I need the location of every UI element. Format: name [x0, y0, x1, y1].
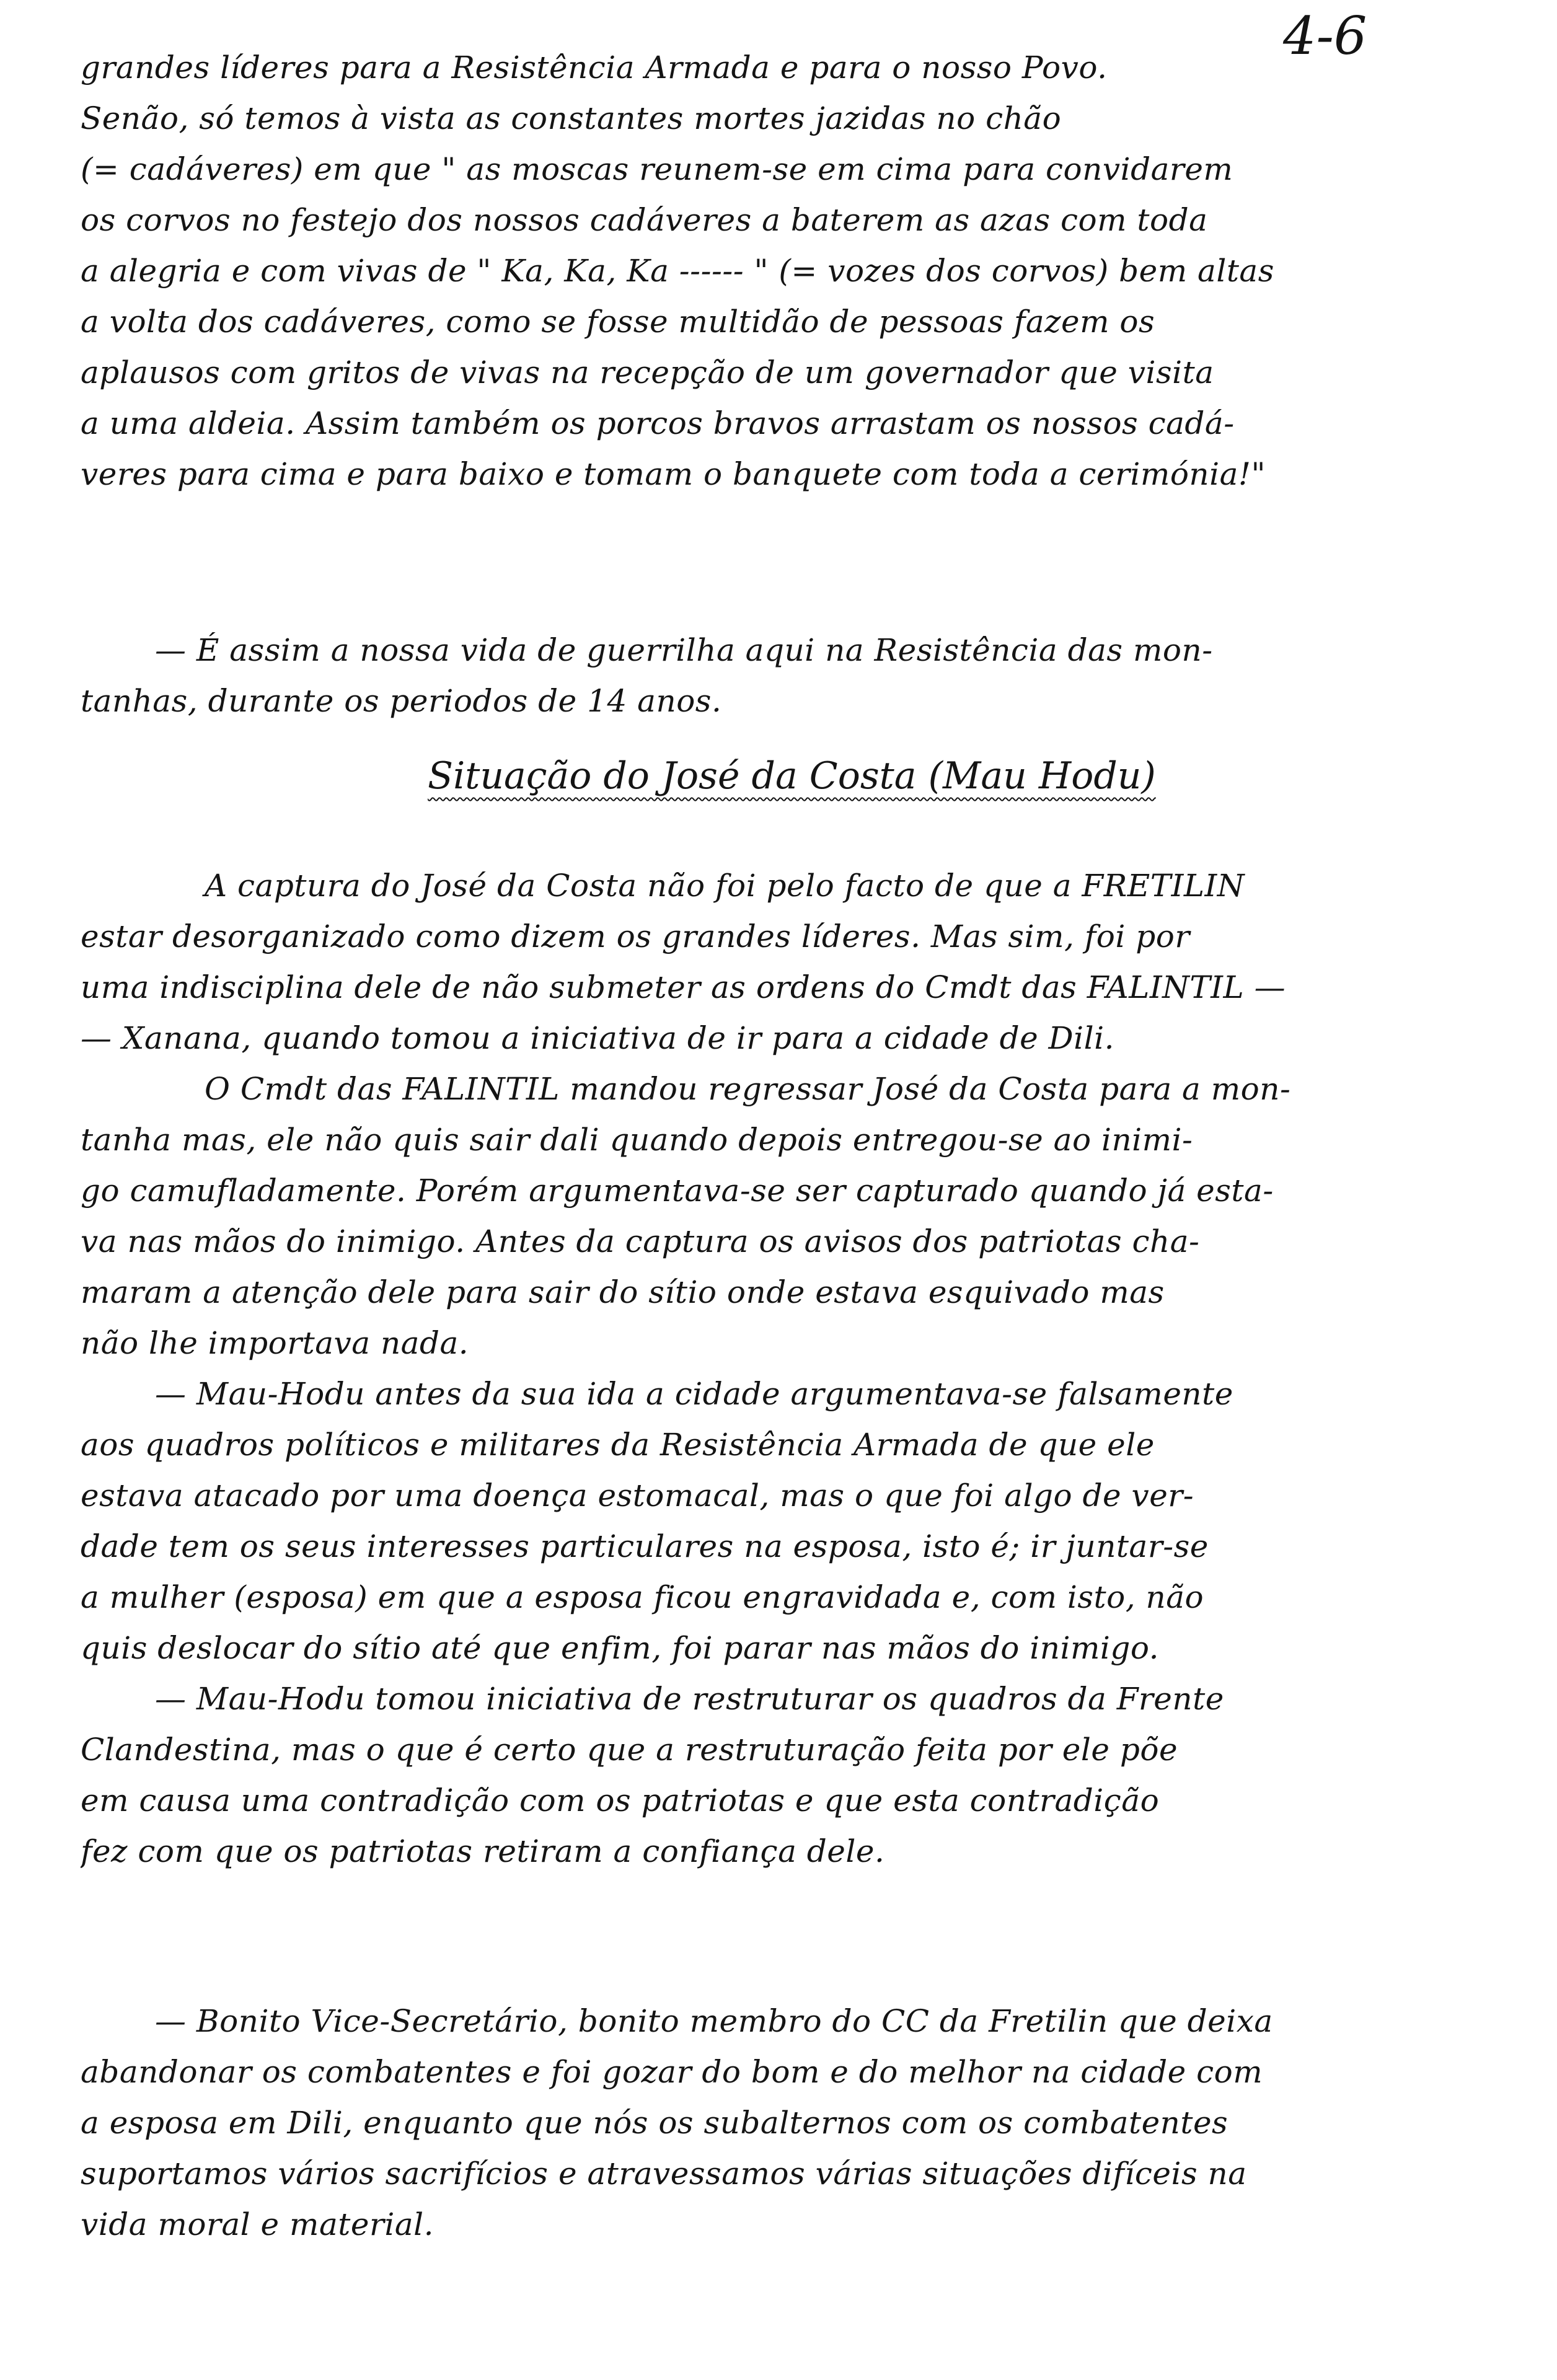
text-line: go camufladamente. Porém argumentava-se ser capturado quando já esta- — [81, 1173, 1274, 1209]
text-line: Clandestina, mas o que é certo que a restruturação feita por ele põe — [81, 1732, 1178, 1768]
text-line: grandes líderes para a Resistência Armada e para o nosso Povo. — [81, 50, 1108, 86]
text-line: a uma aldeia. Assim também os porcos bravos arrastam os nossos cadá- — [81, 405, 1235, 441]
text-line: a mulher (esposa) em que a esposa ficou engravidada e, com isto, não — [81, 1579, 1204, 1615]
text-line: uma indisciplina dele de não submeter as ordens do Cmdt das FALINTIL — — [81, 969, 1286, 1005]
text-line: a esposa em Dili, enquanto que nós os subalternos com os combatentes — [81, 2105, 1228, 2141]
text-line: suportamos vários sacrifícios e atravessamos várias situações difíceis na — [81, 2156, 1247, 2192]
text-line: — Bonito Vice-Secretário, bonito membro do CC da Fretilin que deixa — [155, 2003, 1273, 2039]
text-line: dade tem os seus interesses particulares na esposa, isto é; ir juntar-se — [81, 1528, 1209, 1564]
text-line: os corvos no festejo dos nossos cadáveres a baterem as azas com toda — [81, 202, 1208, 238]
text-line: — Mau-Hodu antes da sua ida a cidade argumentava-se falsamente — [155, 1376, 1233, 1412]
text-line: va nas mãos do inimigo. Antes da captura os avisos dos patriotas cha- — [81, 1223, 1200, 1259]
section-heading: Situação do José da Costa (Mau Hodu) — [428, 754, 1156, 798]
text-line: aos quadros políticos e militares da Resistência Armada de que ele — [81, 1427, 1155, 1463]
text-line: veres para cima e para baixo e tomam o banquete com toda a cerimónia!" — [81, 456, 1266, 492]
bonito-paragraph — [81, 1996, 1500, 2250]
text-line: tanha mas, ele não quis sair dali quando depois entregou-se ao inimi- — [81, 1122, 1193, 1158]
text-line: a alegria e com vivas de " Ka, Ka, Ka ------ " (= vozes dos corvos) bem altas — [81, 253, 1274, 289]
text-line: maram a atenção dele para sair do sítio onde estava esquivado mas — [81, 1274, 1165, 1310]
text-line: (= cadáveres) em que " as moscas reunem-se em cima para convidarem — [81, 151, 1233, 187]
text-line: A captura do José da Costa não foi pelo facto de que a FRETILIN — [205, 868, 1245, 904]
text-line: quis deslocar do sítio até que enfim, foi parar nas mãos do inimigo. — [81, 1630, 1159, 1666]
text-line: estar desorganizado como dizem os grandes líderes. Mas sim, foi por — [81, 919, 1190, 954]
text-line: fez com que os patriotas retiram a confiança dele. — [81, 1833, 885, 1869]
text-line: vida moral e material. — [81, 2206, 434, 2242]
text-line: — É assim a nossa vida de guerrilha aqui na Resistência das mon- — [155, 632, 1213, 668]
guerrilla-paragraph — [81, 625, 1500, 726]
intro-paragraph — [81, 42, 1500, 500]
text-line: em causa uma contradição com os patriotas e que esta contradição — [81, 1783, 1160, 1818]
text-line: — Xanana, quando tomou a iniciativa de ir para a cidade de Dili. — [81, 1020, 1115, 1056]
body-paragraphs — [81, 860, 1500, 1877]
text-line: Senão, só temos à vista as constantes mortes jazidas no chão — [81, 100, 1062, 136]
text-line: estava atacado por uma doença estomacal, mas o que foi algo de ver- — [81, 1478, 1194, 1514]
text-line: a volta dos cadáveres, como se fosse multidão de pessoas fazem os — [81, 304, 1155, 340]
text-line: abandonar os combatentes e foi gozar do bom e do melhor na cidade com — [81, 2054, 1263, 2090]
text-line: não lhe importava nada. — [81, 1325, 469, 1361]
page-number: 4-6 — [1283, 6, 1367, 66]
text-line: O Cmdt das FALINTIL mandou regressar José da Costa para a mon- — [205, 1071, 1291, 1107]
text-line: — Mau-Hodu tomou iniciativa de restruturar os quadros da Frente — [155, 1681, 1224, 1717]
text-line: tanhas, durante os periodos de 14 anos. — [81, 683, 722, 719]
text-line: aplausos com gritos de vivas na recepção de um governador que visita — [81, 355, 1214, 390]
